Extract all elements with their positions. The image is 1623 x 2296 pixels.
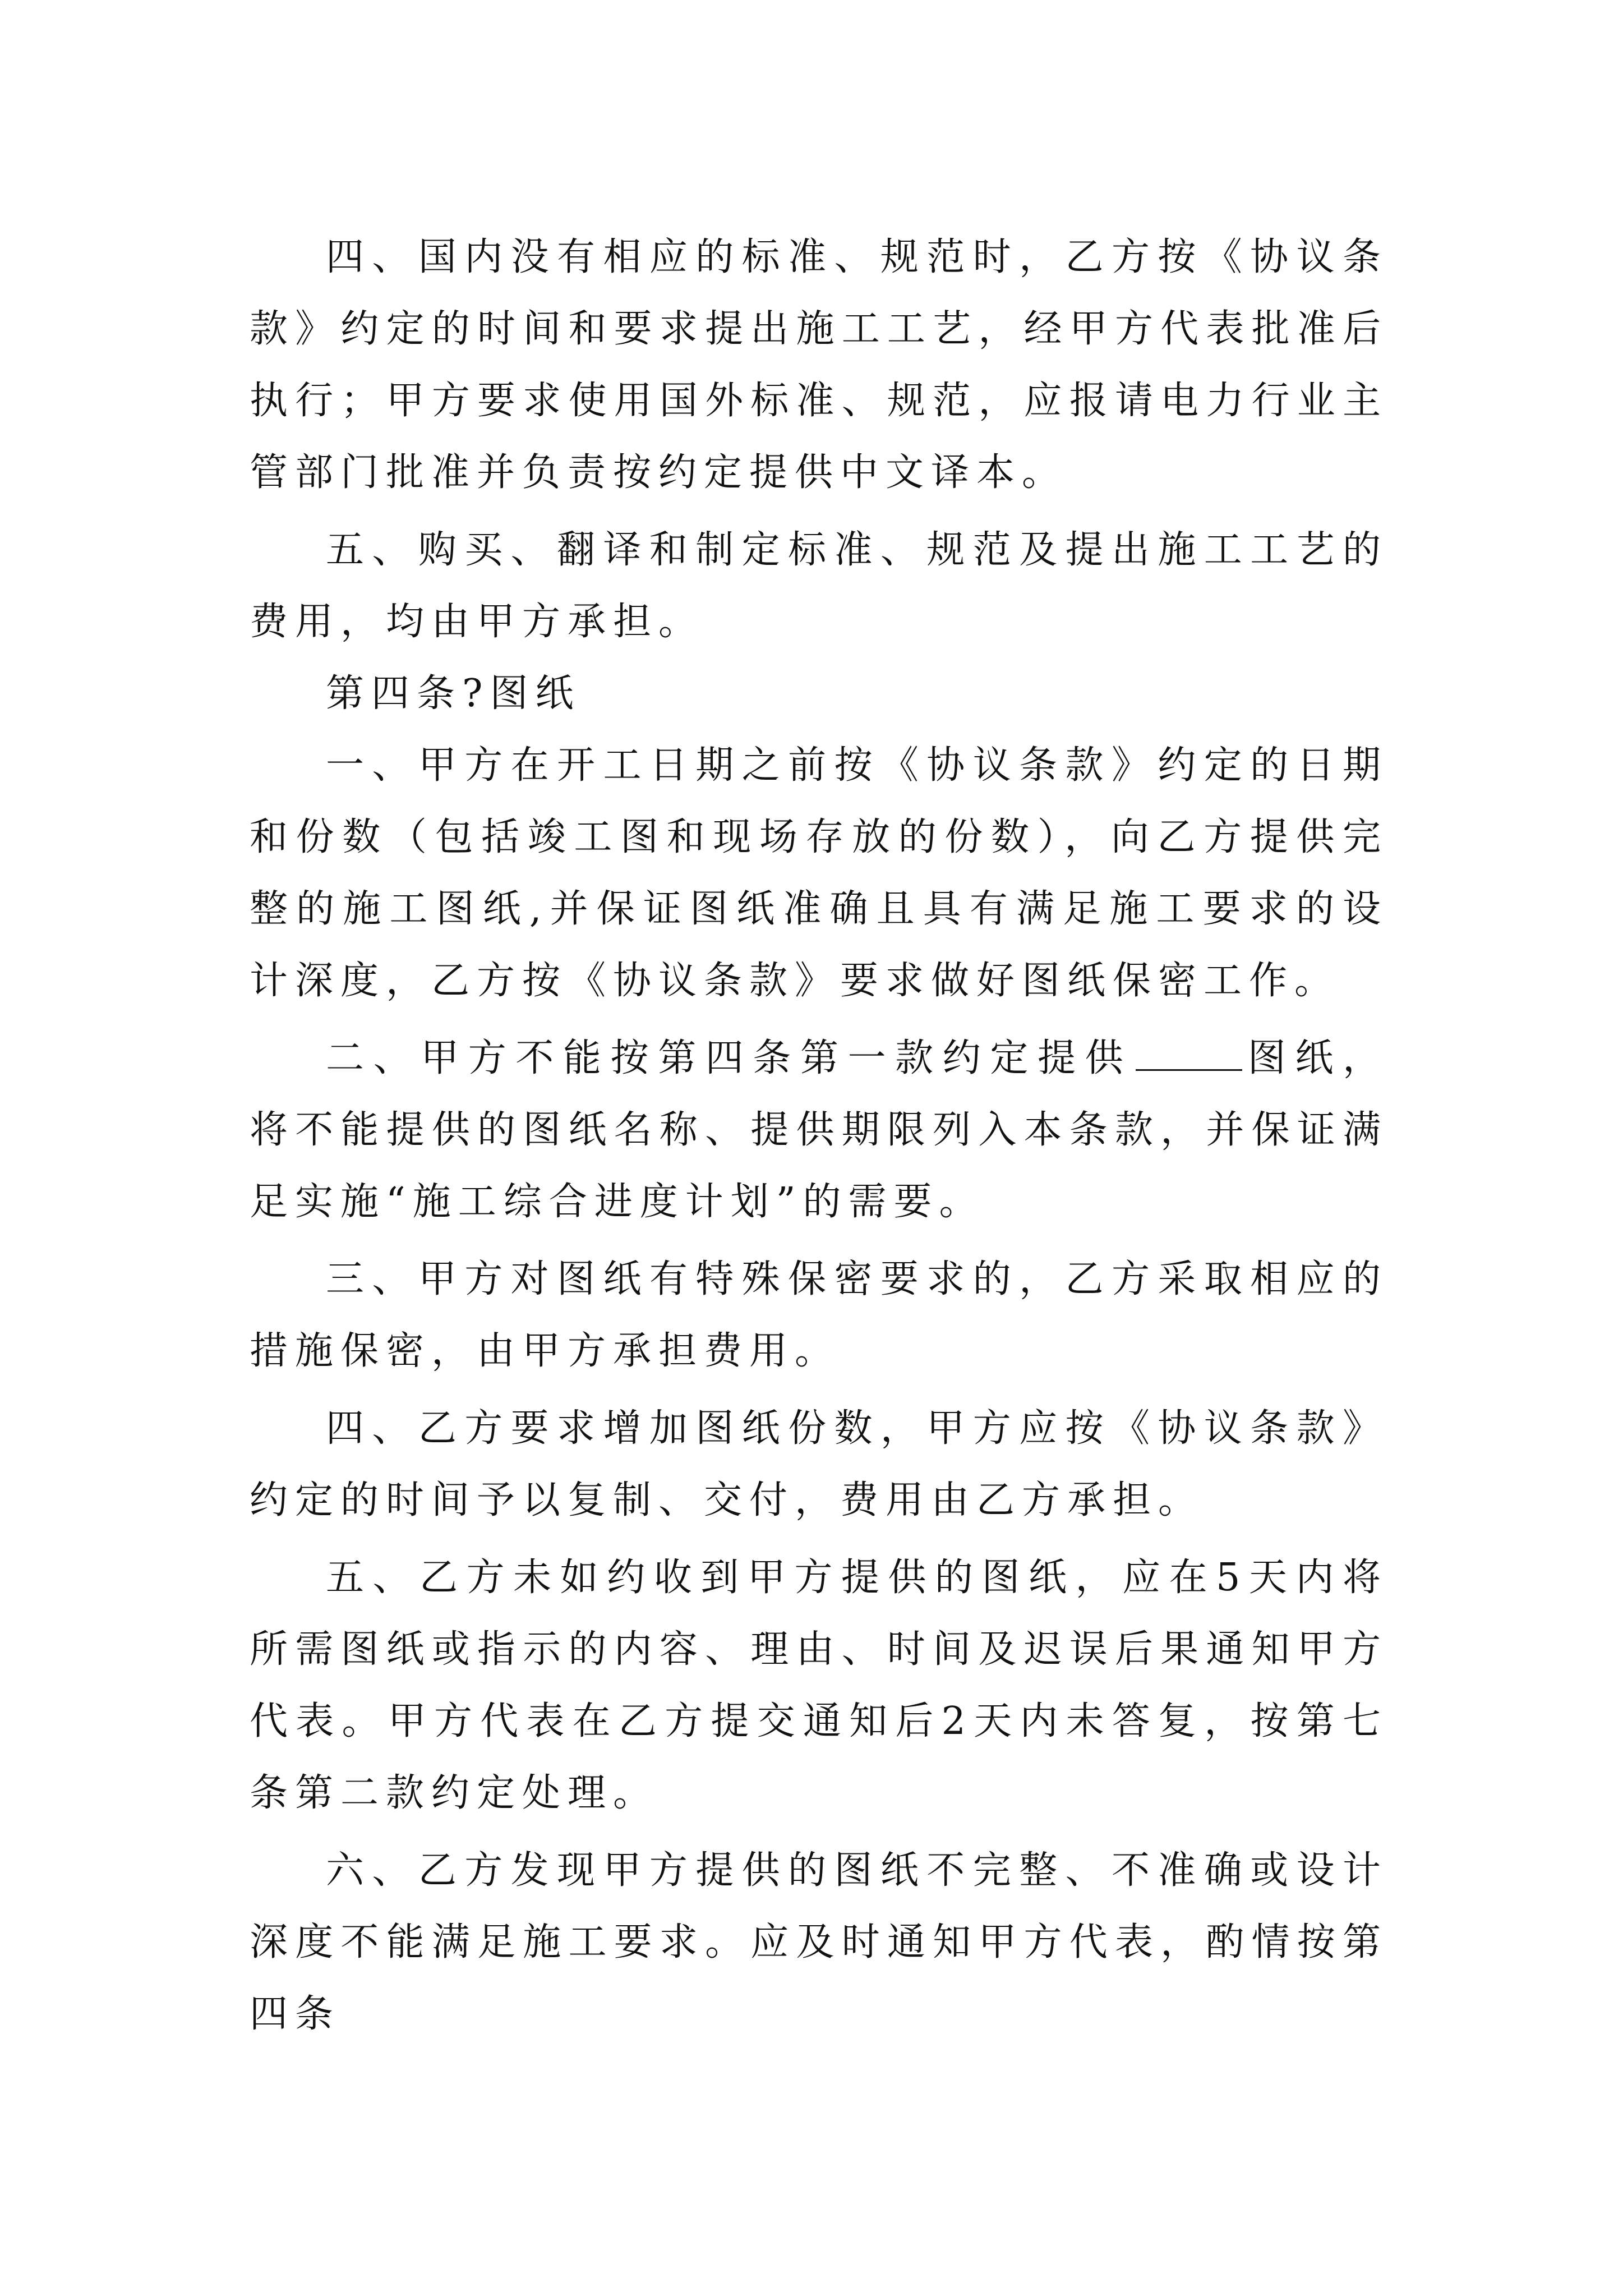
paragraph-drawings-unavailable-end: 图纸，将不能提供的图纸名称、提供期限列入本条款，并保证满足实施“施工综合进度计划”的需要。 xyxy=(250,1036,1388,1224)
fill-in-blank xyxy=(1136,1030,1242,1071)
section-heading-drawings: 第四条?图纸 xyxy=(326,671,581,716)
paragraph-drawings-confidential: 三、甲方对图纸有特殊保密要求的，乙方采取相应的措施保密，由甲方承担费用。 xyxy=(250,1257,1388,1373)
paragraph-drawings-unavailable xyxy=(250,1023,1388,1238)
paragraph-standards-cost: 五、购买、翻译和制定标准、规范及提出施工工艺的费用，均由甲方承担。 xyxy=(250,528,1388,644)
paragraph-drawings-incomplete: 六、乙方发现甲方提供的图纸不完整、不准确或设计深度不能满足施工要求。应及时通知甲方代表，酌情按第四条 xyxy=(250,1848,1388,2036)
paragraph-drawings-unavailable-start: 二、甲方不能按第四条第一款约定提供 xyxy=(326,1036,1133,1080)
paragraph-drawings-copies: 四、乙方要求增加图纸份数，甲方应按《协议条款》约定的时间予以复制、交付，费用由乙方承担。 xyxy=(250,1406,1388,1522)
paragraph-drawings-provide: 一、甲方在开工日期之前按《协议条款》约定的日期和份数（包括竣工图和现场存放的份数），向乙方提供完整的施工图纸,并保证图纸准确且具有满足施工要求的设计深度，乙方按《协议条款》要求做好图纸保密工作。 xyxy=(250,743,1388,1003)
document-body xyxy=(250,222,1388,2056)
paragraph-standards-domestic: 四、国内没有相应的标准、规范时，乙方按《协议条款》约定的时间和要求提出施工工艺，经甲方代表批准后执行；甲方要求使用国外标准、规范，应报请电力行业主管部门批准并负责按约定提供中文译本。 xyxy=(250,235,1388,495)
paragraph-drawings-not-received: 五、乙方未如约收到甲方提供的图纸，应在5天内将所需图纸或指示的内容、理由、时间及迟误后果通知甲方代表。甲方代表在乙方提交通知后2天内未答复，按第七条第二款约定处理。 xyxy=(250,1556,1388,1815)
